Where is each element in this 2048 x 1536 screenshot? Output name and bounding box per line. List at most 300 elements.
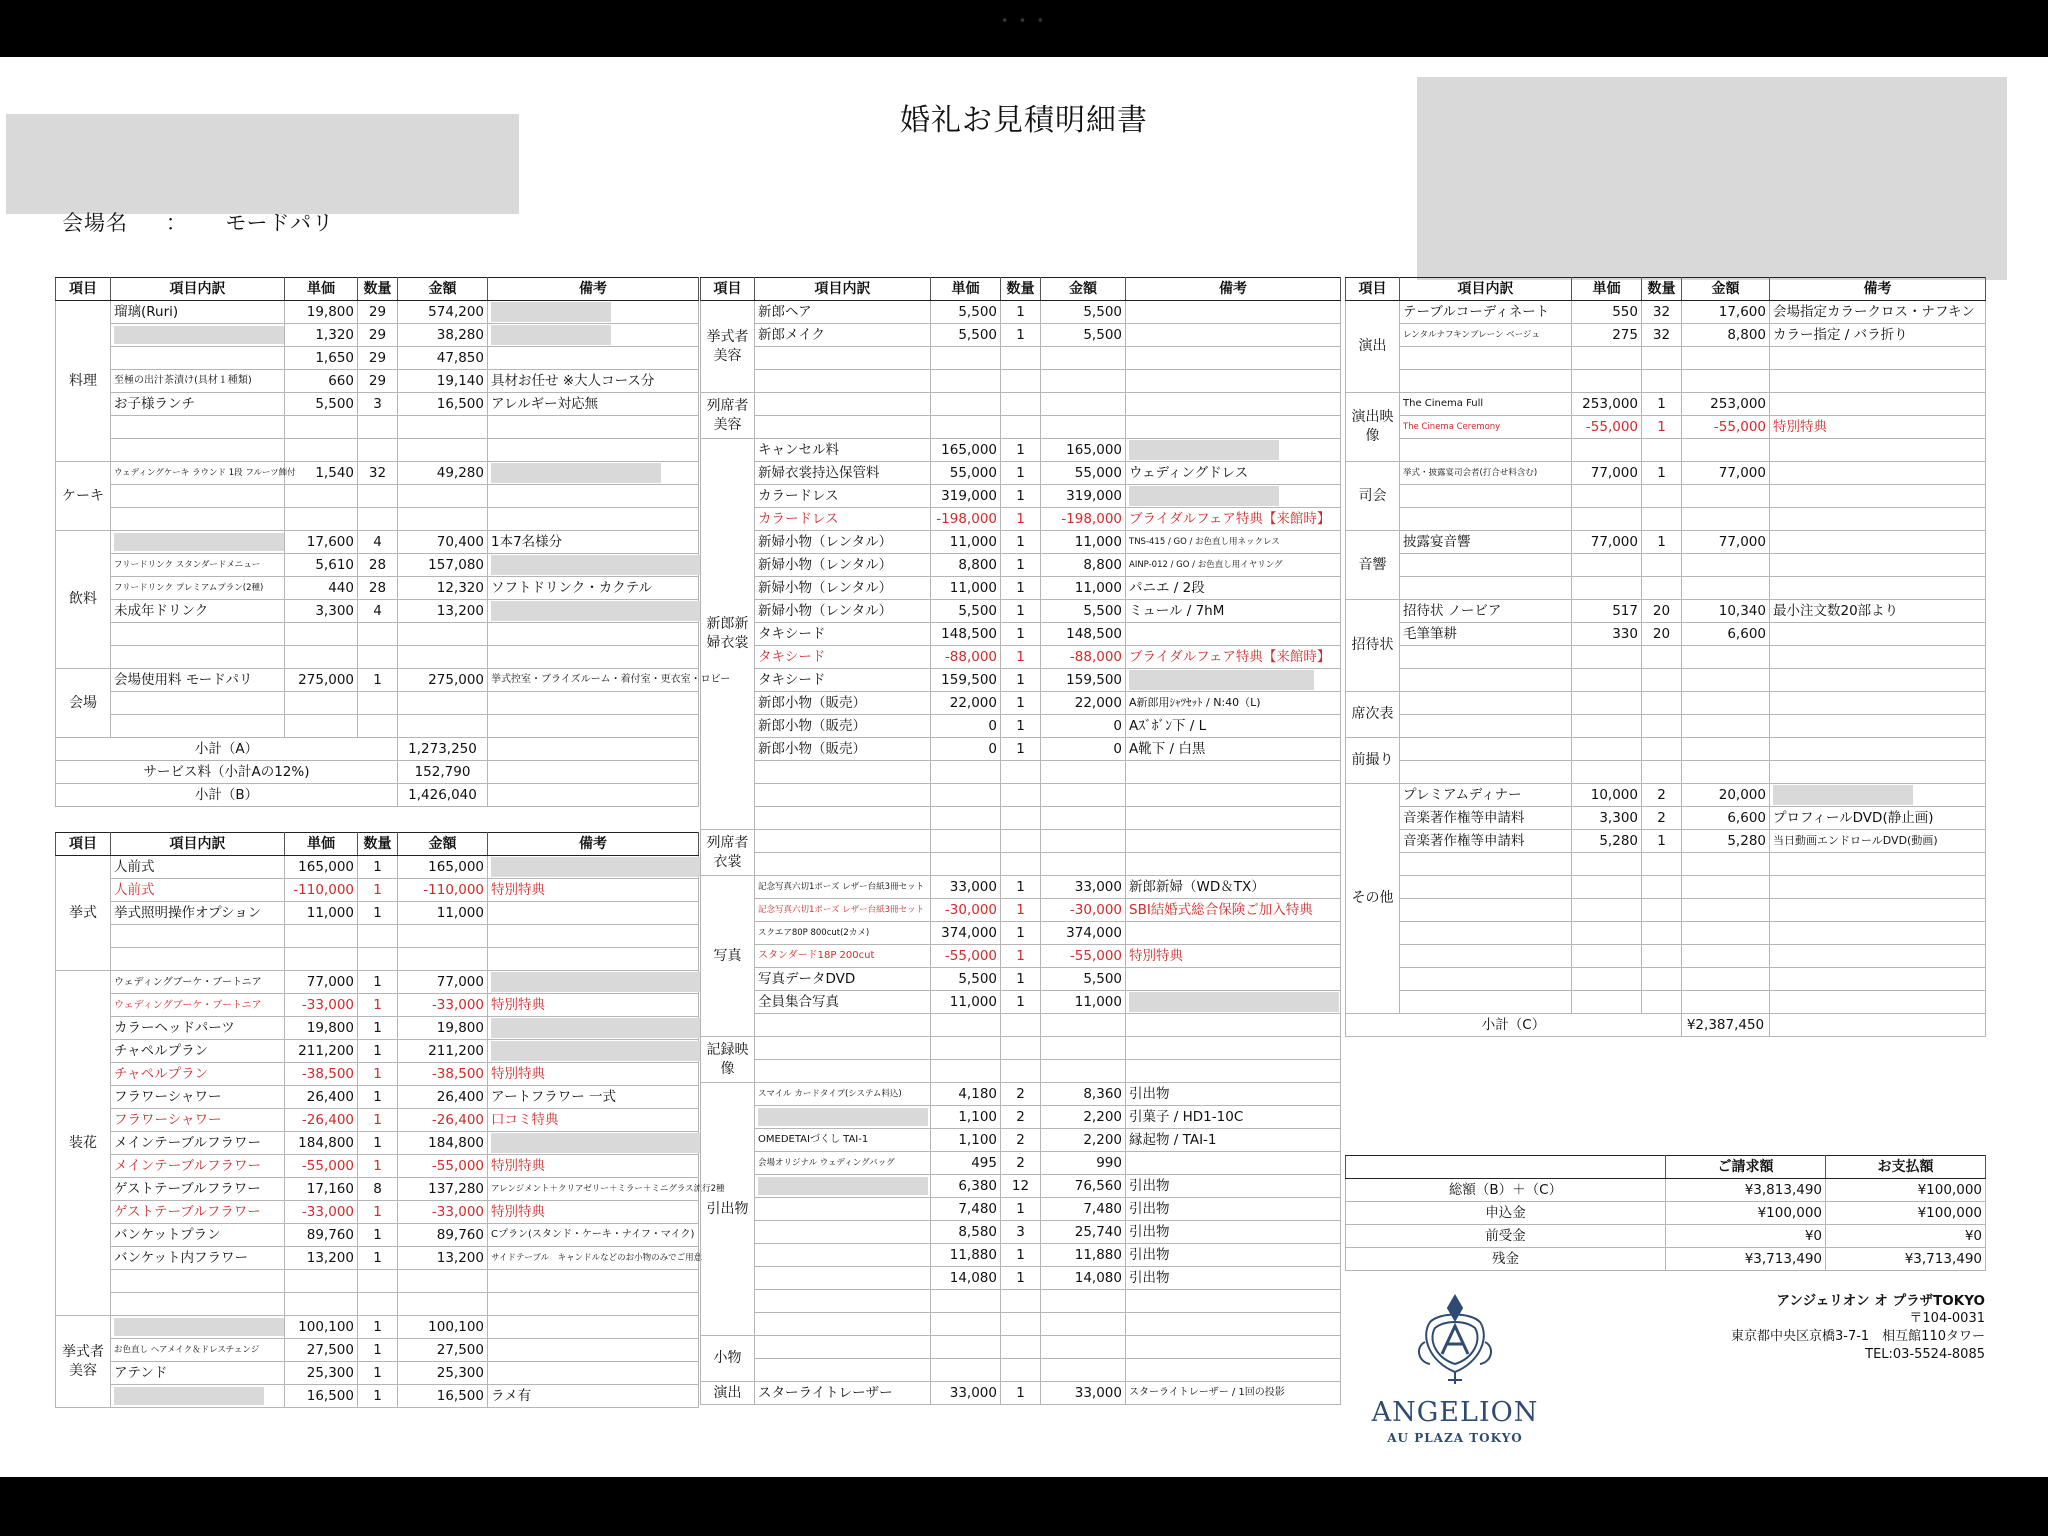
table-row bbox=[701, 1083, 1341, 1106]
table-row bbox=[701, 1060, 1341, 1083]
item-name bbox=[111, 646, 285, 669]
unit-price bbox=[1572, 347, 1642, 370]
table-row bbox=[1346, 577, 1986, 600]
amount bbox=[398, 439, 488, 462]
quantity: 1 bbox=[1001, 485, 1041, 508]
remark: カラー指定 / バラ折り bbox=[1770, 324, 1986, 347]
quantity: 28 bbox=[358, 577, 398, 600]
category-cell: 演出 bbox=[1346, 301, 1400, 393]
unit-price bbox=[1572, 922, 1642, 945]
item-name: スタンダード18P 200cut bbox=[755, 945, 931, 968]
item-name: スマイル カードタイプ(システム料込) bbox=[755, 1083, 931, 1106]
item-name: お色直し ヘアメイク＆ドレスチェンジ bbox=[111, 1339, 285, 1362]
quantity: 1 bbox=[358, 902, 398, 925]
remark bbox=[1126, 1359, 1341, 1382]
remark: Cプラン(スタンド・ケーキ・ナイフ・マイク) bbox=[488, 1224, 699, 1247]
quantity: 1 bbox=[1001, 715, 1041, 738]
amount bbox=[1682, 876, 1770, 899]
unit-price: -110,000 bbox=[285, 879, 358, 902]
remark: ブライダルフェア特典【来館時】 bbox=[1126, 646, 1341, 669]
table-row bbox=[1346, 485, 1986, 508]
table-row bbox=[701, 1290, 1341, 1313]
quantity: 1 bbox=[1001, 669, 1041, 692]
item-redacted bbox=[111, 1316, 285, 1339]
remark: プロフィールDVD(静止画) bbox=[1770, 807, 1986, 830]
quantity bbox=[1001, 1014, 1041, 1037]
unit-price: 22,000 bbox=[931, 692, 1001, 715]
category-cell: 前撮り bbox=[1346, 738, 1400, 784]
table-row bbox=[56, 1017, 699, 1040]
window-drag-handle[interactable]: • • • bbox=[1000, 14, 1048, 29]
category-cell: 会場 bbox=[56, 669, 111, 738]
remark: ラメ有 bbox=[488, 1385, 699, 1408]
table-row bbox=[701, 715, 1341, 738]
amount bbox=[398, 623, 488, 646]
subtotal-value: 152,790 bbox=[398, 761, 488, 784]
remark bbox=[1126, 784, 1341, 807]
table-row bbox=[701, 784, 1341, 807]
amount bbox=[1682, 945, 1770, 968]
table-row bbox=[56, 1155, 699, 1178]
table-row bbox=[56, 462, 699, 485]
table-row bbox=[56, 1362, 699, 1385]
table-row bbox=[56, 1385, 699, 1408]
quantity: 3 bbox=[358, 393, 398, 416]
unit-price: 55,000 bbox=[931, 462, 1001, 485]
remark: 具材お任せ ※大人コース分 bbox=[488, 370, 699, 393]
unit-price bbox=[1572, 945, 1642, 968]
table-row bbox=[701, 922, 1341, 945]
quantity bbox=[1642, 922, 1682, 945]
col-header: 項目内訳 bbox=[111, 278, 285, 301]
remark-redacted bbox=[488, 600, 699, 623]
item-name bbox=[755, 393, 931, 416]
table-row bbox=[701, 301, 1341, 324]
quantity: 1 bbox=[1001, 738, 1041, 761]
unit-price: 3,300 bbox=[1572, 807, 1642, 830]
payment-row bbox=[1346, 1202, 1986, 1225]
category-cell: 挙式者美容 bbox=[701, 301, 755, 393]
table-row bbox=[1346, 416, 1986, 439]
remark bbox=[488, 1293, 699, 1316]
category-cell: 列席者衣裳 bbox=[701, 830, 755, 876]
table-row bbox=[56, 1201, 699, 1224]
quantity: 1 bbox=[1001, 692, 1041, 715]
item-name: ゲストテーブルフラワー bbox=[111, 1178, 285, 1201]
item-name bbox=[755, 784, 931, 807]
quantity bbox=[1642, 370, 1682, 393]
unit-price: 8,580 bbox=[931, 1221, 1001, 1244]
unit-price bbox=[1572, 485, 1642, 508]
table-row bbox=[701, 600, 1341, 623]
company-tel: TEL:03-5524-8085 bbox=[1865, 1347, 1985, 1362]
quantity bbox=[1001, 807, 1041, 830]
quantity: 1 bbox=[1001, 1198, 1041, 1221]
unit-price: 319,000 bbox=[931, 485, 1001, 508]
item-name: 新郎小物（販売） bbox=[755, 738, 931, 761]
remark: 会場指定カラークロス・ナフキン bbox=[1770, 301, 1986, 324]
amount bbox=[1682, 738, 1770, 761]
amount: 27,500 bbox=[398, 1339, 488, 1362]
amount bbox=[1041, 853, 1126, 876]
amount: 7,480 bbox=[1041, 1198, 1126, 1221]
amount: 275,000 bbox=[398, 669, 488, 692]
table-row bbox=[701, 646, 1341, 669]
item-name: 記念写真六切1ポーズ レザー台紙3冊セット bbox=[755, 899, 931, 922]
quantity: 1 bbox=[1001, 876, 1041, 899]
category-cell: 演出 bbox=[701, 1382, 755, 1405]
item-name: 人前式 bbox=[111, 856, 285, 879]
unit-price bbox=[931, 761, 1001, 784]
quantity: 1 bbox=[1001, 1267, 1041, 1290]
quantity bbox=[1642, 715, 1682, 738]
unit-price: 7,480 bbox=[931, 1198, 1001, 1221]
unit-price: 89,760 bbox=[285, 1224, 358, 1247]
remark-redacted bbox=[488, 462, 699, 485]
remark: A新郎用ｼｬﾂｾｯﾄ / N:40（L) bbox=[1126, 692, 1341, 715]
unit-price bbox=[285, 485, 358, 508]
item-name bbox=[111, 485, 285, 508]
quantity: 29 bbox=[358, 370, 398, 393]
table-row bbox=[1346, 508, 1986, 531]
amount bbox=[1041, 830, 1126, 853]
subtotal-label: 小計（B） bbox=[56, 784, 398, 807]
item-redacted bbox=[111, 531, 285, 554]
remark bbox=[1770, 347, 1986, 370]
remark: ブライダルフェア特典【来館時】 bbox=[1126, 508, 1341, 531]
item-name: 新郎メイク bbox=[755, 324, 931, 347]
amount bbox=[1041, 1290, 1126, 1313]
amount bbox=[1682, 347, 1770, 370]
quantity bbox=[1642, 899, 1682, 922]
table-row bbox=[56, 1086, 699, 1109]
unit-price bbox=[931, 807, 1001, 830]
remark-redacted bbox=[488, 1132, 699, 1155]
quantity: 32 bbox=[1642, 301, 1682, 324]
table-row bbox=[56, 856, 699, 879]
amount: 26,400 bbox=[398, 1086, 488, 1109]
amount bbox=[1682, 991, 1770, 1014]
amount: 100,100 bbox=[398, 1316, 488, 1339]
unit-price bbox=[1572, 968, 1642, 991]
amount bbox=[1682, 485, 1770, 508]
table-row bbox=[56, 646, 699, 669]
amount: 13,200 bbox=[398, 600, 488, 623]
remark bbox=[488, 416, 699, 439]
unit-price: 77,000 bbox=[285, 971, 358, 994]
remark: 特別特典 bbox=[488, 879, 699, 902]
item-name bbox=[1400, 876, 1572, 899]
remark: TNS-415 / GO / お色直し用ネックレス bbox=[1126, 531, 1341, 554]
quantity: 1 bbox=[358, 1201, 398, 1224]
quantity: 1 bbox=[1001, 1244, 1041, 1267]
amount bbox=[1682, 692, 1770, 715]
payment-label: 残金 bbox=[1346, 1248, 1666, 1271]
item-name: 新郎小物（販売） bbox=[755, 715, 931, 738]
quantity bbox=[1642, 968, 1682, 991]
quantity bbox=[1001, 761, 1041, 784]
item-name bbox=[755, 761, 931, 784]
billed-amount: ¥3,813,490 bbox=[1666, 1179, 1826, 1202]
amount bbox=[1041, 1060, 1126, 1083]
remark: 引出物 bbox=[1126, 1175, 1341, 1198]
remark bbox=[1770, 623, 1986, 646]
unit-price: 77,000 bbox=[1572, 462, 1642, 485]
payment-header bbox=[1346, 1156, 1666, 1179]
amount: 990 bbox=[1041, 1152, 1126, 1175]
remark bbox=[1770, 876, 1986, 899]
table-row bbox=[701, 1336, 1341, 1359]
quantity: 4 bbox=[358, 531, 398, 554]
quantity: 1 bbox=[1001, 623, 1041, 646]
amount: 211,200 bbox=[398, 1040, 488, 1063]
quantity bbox=[1001, 416, 1041, 439]
quantity bbox=[1001, 1290, 1041, 1313]
subtotal-label: サービス料（小計Aの12%) bbox=[56, 761, 398, 784]
unit-price: 8,800 bbox=[931, 554, 1001, 577]
quantity: 2 bbox=[1642, 784, 1682, 807]
table-row bbox=[56, 1247, 699, 1270]
remark bbox=[488, 439, 699, 462]
amount: 5,500 bbox=[1041, 301, 1126, 324]
table-row bbox=[701, 1014, 1341, 1037]
remark bbox=[1770, 738, 1986, 761]
remark bbox=[488, 623, 699, 646]
table-row bbox=[56, 577, 699, 600]
unit-price bbox=[285, 925, 358, 948]
quantity: 1 bbox=[1642, 393, 1682, 416]
item-name: 人前式 bbox=[111, 879, 285, 902]
item-name: 新婦衣裳持込保管料 bbox=[755, 462, 931, 485]
amount bbox=[398, 416, 488, 439]
subtotal-row bbox=[56, 738, 699, 761]
remark bbox=[488, 902, 699, 925]
amount: 77,000 bbox=[1682, 531, 1770, 554]
item-name: 至極の出汁茶漬け(具材１種類) bbox=[111, 370, 285, 393]
amount: -88,000 bbox=[1041, 646, 1126, 669]
payment-row bbox=[1346, 1248, 1986, 1271]
item-name: 瑠璃(Ruri) bbox=[111, 301, 285, 324]
item-name bbox=[755, 416, 931, 439]
remark bbox=[488, 925, 699, 948]
item-name bbox=[755, 1037, 931, 1060]
subtotal-row bbox=[1346, 1014, 1986, 1037]
unit-price: 5,500 bbox=[931, 324, 1001, 347]
unit-price bbox=[285, 439, 358, 462]
quantity: 1 bbox=[1642, 416, 1682, 439]
unit-price: 550 bbox=[1572, 301, 1642, 324]
remark: ミュール / 7hM bbox=[1126, 600, 1341, 623]
unit-price: 6,380 bbox=[931, 1175, 1001, 1198]
amount bbox=[1682, 370, 1770, 393]
payment-row bbox=[1346, 1179, 1986, 1202]
unit-price bbox=[1572, 554, 1642, 577]
payment-header: ご請求額 bbox=[1666, 1156, 1826, 1179]
table-row bbox=[701, 531, 1341, 554]
company-name: アンジェリオン オ プラザTOKYO bbox=[1776, 1293, 1985, 1309]
amount bbox=[1041, 1336, 1126, 1359]
amount: 11,000 bbox=[1041, 531, 1126, 554]
table-row bbox=[701, 370, 1341, 393]
remark bbox=[488, 692, 699, 715]
remark bbox=[1126, 1313, 1341, 1336]
quantity bbox=[358, 623, 398, 646]
unit-price bbox=[931, 393, 1001, 416]
paid-amount: ¥0 bbox=[1826, 1225, 1986, 1248]
quantity: 1 bbox=[1001, 577, 1041, 600]
table-row bbox=[701, 1106, 1341, 1129]
table-row bbox=[1346, 807, 1986, 830]
unit-price bbox=[285, 948, 358, 971]
col-header: 単価 bbox=[1572, 278, 1642, 301]
item-name bbox=[111, 925, 285, 948]
unit-price: 11,000 bbox=[931, 577, 1001, 600]
table-row bbox=[56, 1178, 699, 1201]
amount: 148,500 bbox=[1041, 623, 1126, 646]
remark bbox=[1770, 853, 1986, 876]
item-name: ウェディングブーケ・ブートニア bbox=[111, 994, 285, 1017]
quantity: 1 bbox=[358, 971, 398, 994]
item-name bbox=[1400, 439, 1572, 462]
remark: 当日動画エンドロールDVD(動画) bbox=[1770, 830, 1986, 853]
amount bbox=[1041, 1359, 1126, 1382]
unit-price: 440 bbox=[285, 577, 358, 600]
unit-price: 5,500 bbox=[285, 393, 358, 416]
amount: 574,200 bbox=[398, 301, 488, 324]
unit-price: 13,200 bbox=[285, 1247, 358, 1270]
remark bbox=[1126, 301, 1341, 324]
amount bbox=[1682, 669, 1770, 692]
unit-price: 11,000 bbox=[931, 991, 1001, 1014]
remark bbox=[1770, 991, 1986, 1014]
category-cell: 演出映像 bbox=[1346, 393, 1400, 462]
remark: パニエ / 2段 bbox=[1126, 577, 1341, 600]
quantity: 20 bbox=[1642, 623, 1682, 646]
amount: 25,740 bbox=[1041, 1221, 1126, 1244]
item-name bbox=[111, 508, 285, 531]
table-row bbox=[1346, 600, 1986, 623]
quantity: 29 bbox=[358, 347, 398, 370]
amount: 49,280 bbox=[398, 462, 488, 485]
amount: 137,280 bbox=[398, 1178, 488, 1201]
estimate-block-payment bbox=[1345, 1155, 1985, 1271]
amount bbox=[1682, 508, 1770, 531]
quantity: 1 bbox=[1001, 324, 1041, 347]
amount bbox=[398, 692, 488, 715]
amount: 16,500 bbox=[398, 1385, 488, 1408]
item-name bbox=[1400, 646, 1572, 669]
unit-price bbox=[1572, 876, 1642, 899]
quantity: 1 bbox=[1001, 531, 1041, 554]
subtotal-value: 1,273,250 bbox=[398, 738, 488, 761]
table-row bbox=[1346, 968, 1986, 991]
remark: 特別特典 bbox=[488, 1155, 699, 1178]
amount: -33,000 bbox=[398, 994, 488, 1017]
item-name bbox=[755, 1221, 931, 1244]
quantity bbox=[1642, 853, 1682, 876]
remark-redacted bbox=[1126, 485, 1341, 508]
quantity: 2 bbox=[1001, 1083, 1041, 1106]
item-name: 挙式照明操作オプション bbox=[111, 902, 285, 925]
amount: 17,600 bbox=[1682, 301, 1770, 324]
quantity bbox=[1642, 646, 1682, 669]
unit-price: 253,000 bbox=[1572, 393, 1642, 416]
table-row bbox=[56, 554, 699, 577]
table-row bbox=[56, 1040, 699, 1063]
item-name bbox=[1400, 761, 1572, 784]
amount: 2,200 bbox=[1041, 1106, 1126, 1129]
remark bbox=[1126, 830, 1341, 853]
table-row bbox=[1346, 370, 1986, 393]
col-header: 金額 bbox=[1682, 278, 1770, 301]
table-row bbox=[56, 439, 699, 462]
table-row bbox=[56, 531, 699, 554]
item-name: 会場オリジナル ウェディングバッグ bbox=[755, 1152, 931, 1175]
quantity: 1 bbox=[1001, 945, 1041, 968]
item-name bbox=[1400, 508, 1572, 531]
unit-price: 1,100 bbox=[931, 1106, 1001, 1129]
item-name bbox=[755, 830, 931, 853]
remark: A靴下 / 白黒 bbox=[1126, 738, 1341, 761]
category-cell: 音響 bbox=[1346, 531, 1400, 600]
unit-price bbox=[1572, 646, 1642, 669]
remark bbox=[1770, 922, 1986, 945]
unit-price bbox=[1572, 370, 1642, 393]
unit-price: 0 bbox=[931, 715, 1001, 738]
table-row bbox=[56, 623, 699, 646]
table-row bbox=[701, 1129, 1341, 1152]
table-row bbox=[701, 485, 1341, 508]
remark bbox=[488, 715, 699, 738]
unit-price: 5,500 bbox=[931, 600, 1001, 623]
amount: 5,500 bbox=[1041, 324, 1126, 347]
unit-price: 14,080 bbox=[931, 1267, 1001, 1290]
remark bbox=[488, 1270, 699, 1293]
item-redacted bbox=[111, 1385, 285, 1408]
table-row bbox=[56, 692, 699, 715]
col-header: 数量 bbox=[358, 278, 398, 301]
remark bbox=[488, 1316, 699, 1339]
remark: 口コミ特典 bbox=[488, 1109, 699, 1132]
table-row bbox=[1346, 439, 1986, 462]
quantity: 1 bbox=[1001, 991, 1041, 1014]
quantity: 1 bbox=[358, 1086, 398, 1109]
redacted-header-info bbox=[1417, 77, 2007, 280]
item-name: OMEDETAIづくし TAI-1 bbox=[755, 1129, 931, 1152]
amount: 13,200 bbox=[398, 1247, 488, 1270]
category-cell: 席次表 bbox=[1346, 692, 1400, 738]
unit-price bbox=[1572, 715, 1642, 738]
remark bbox=[1126, 370, 1341, 393]
table-row bbox=[56, 715, 699, 738]
item-name: チャペルプラン bbox=[111, 1040, 285, 1063]
col-header: 項目内訳 bbox=[1400, 278, 1572, 301]
remark bbox=[1770, 554, 1986, 577]
item-name: 新郎小物（販売） bbox=[755, 692, 931, 715]
table-row bbox=[701, 968, 1341, 991]
quantity bbox=[1001, 784, 1041, 807]
unit-price: 1,320 bbox=[285, 324, 358, 347]
remark bbox=[1770, 508, 1986, 531]
quantity bbox=[1642, 347, 1682, 370]
amount: 159,500 bbox=[1041, 669, 1126, 692]
table-row bbox=[1346, 738, 1986, 761]
quantity: 1 bbox=[1001, 462, 1041, 485]
quantity: 1 bbox=[1001, 968, 1041, 991]
item-name: 音楽著作権等申請料 bbox=[1400, 830, 1572, 853]
quantity bbox=[358, 948, 398, 971]
remark bbox=[1126, 1290, 1341, 1313]
